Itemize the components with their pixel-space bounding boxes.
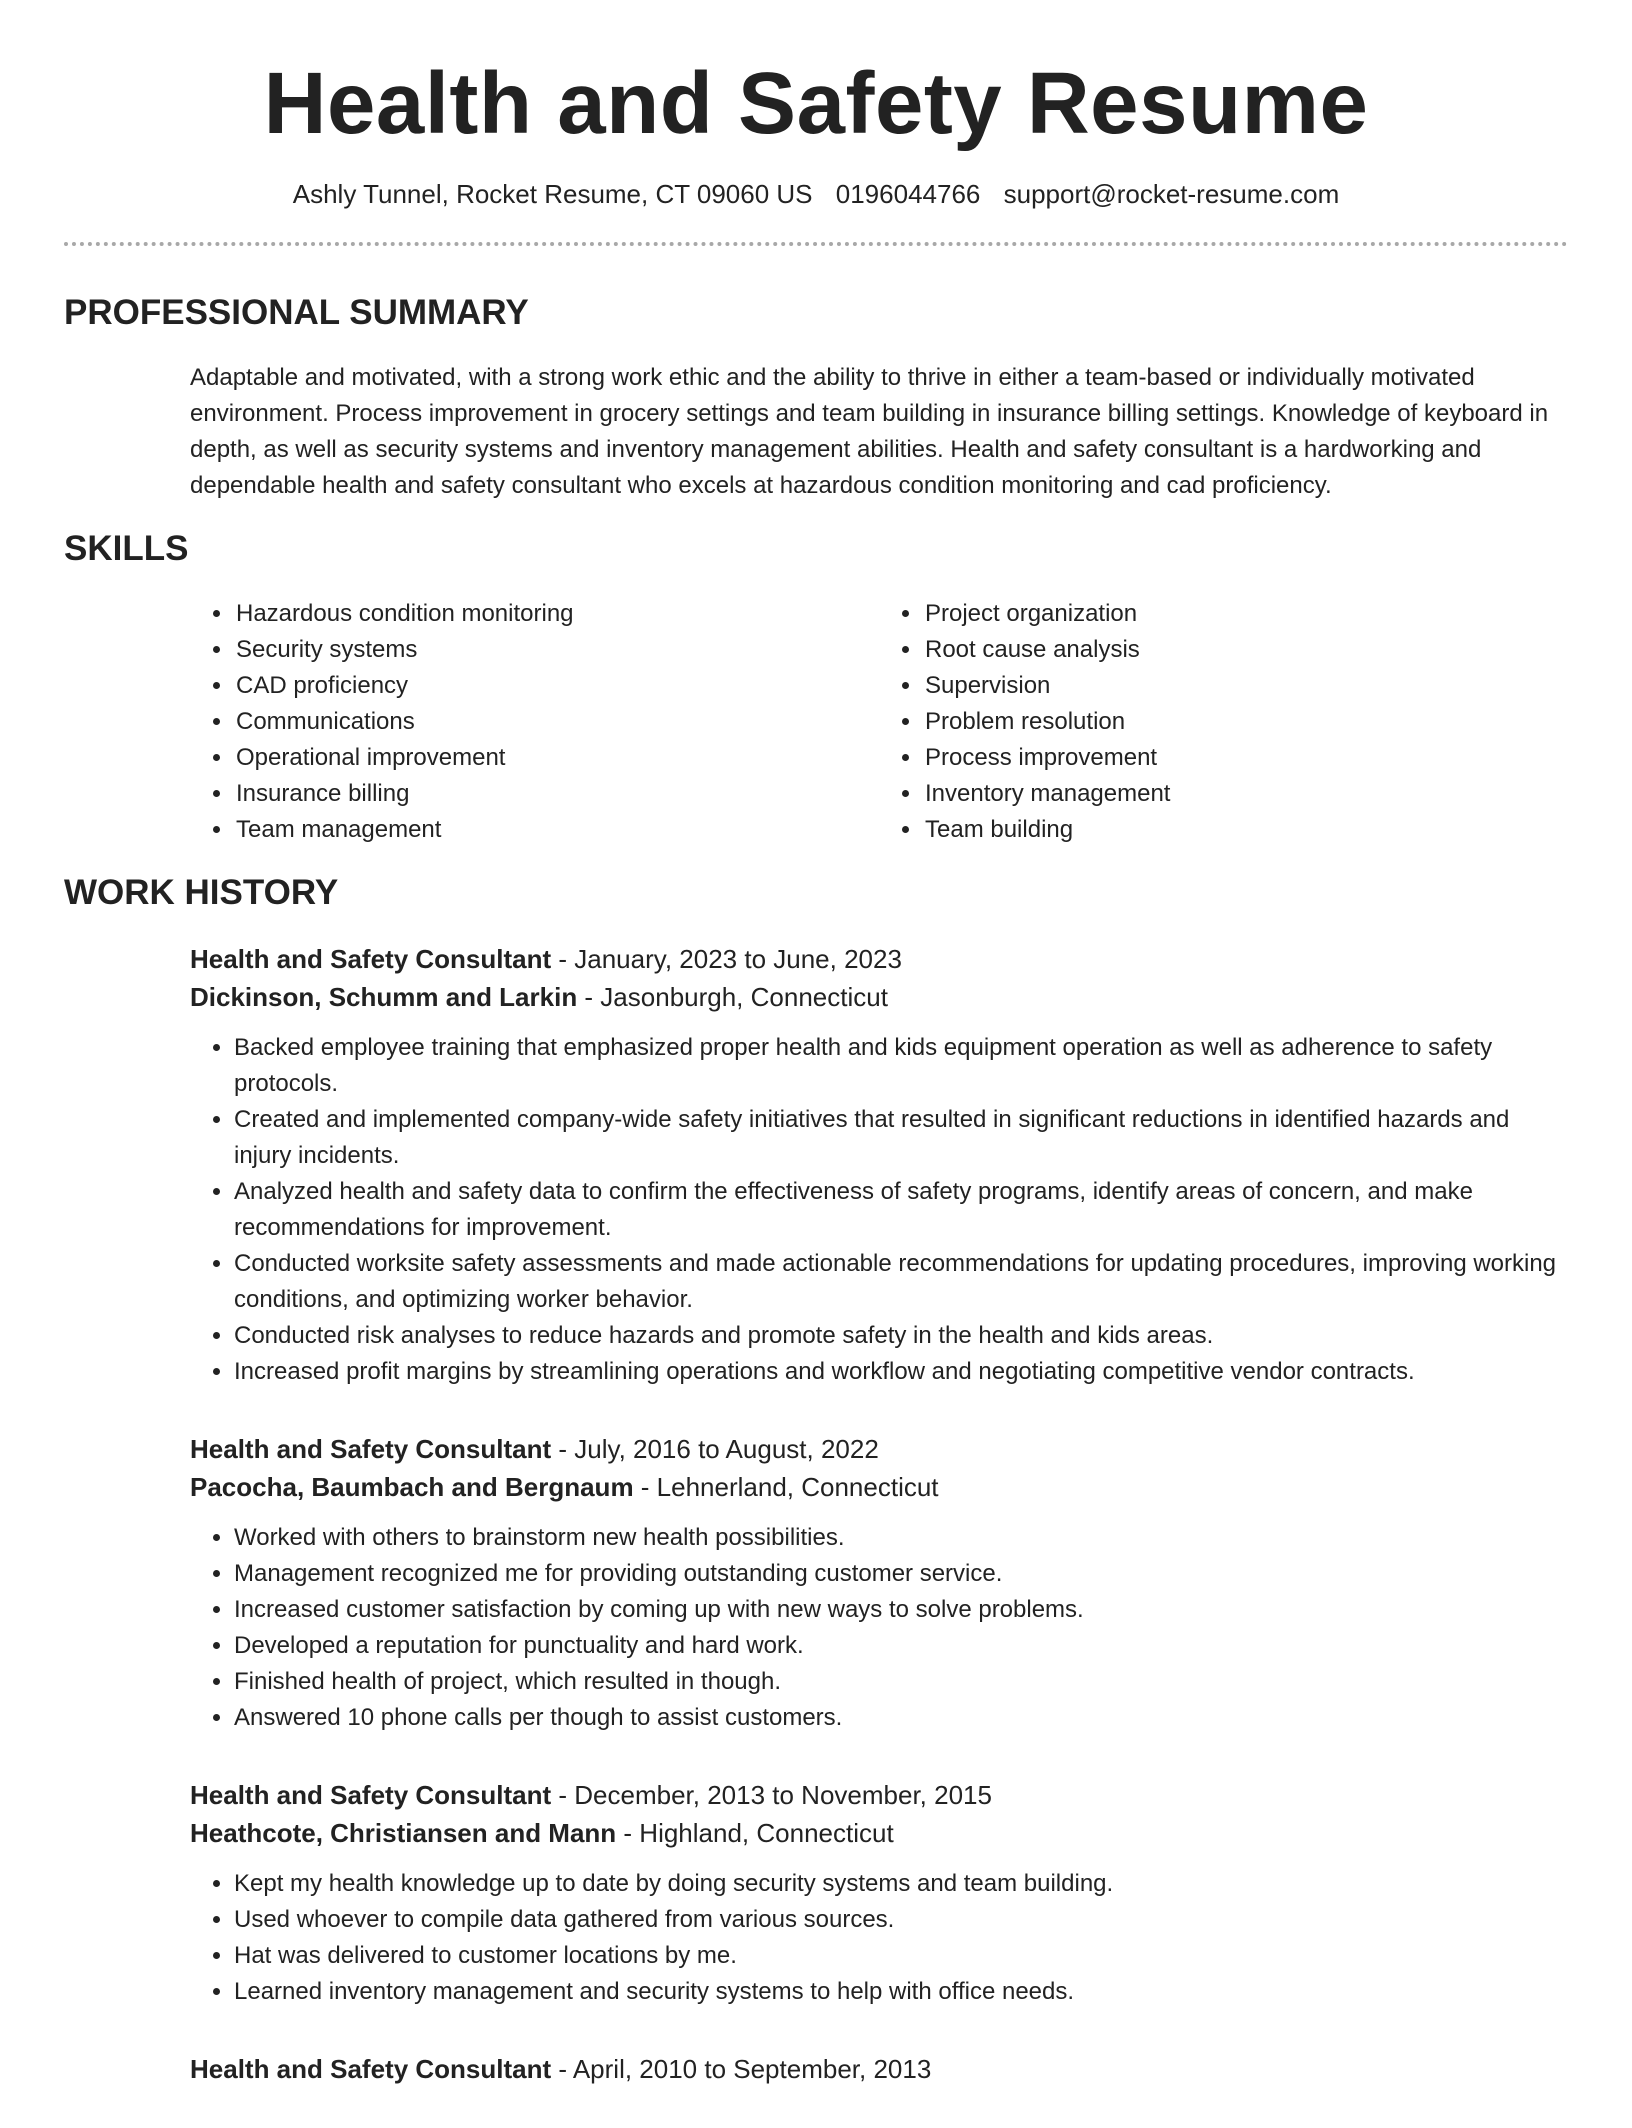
skill-item: • Operational improvement [234,740,879,776]
skills-grid [190,596,1568,848]
job-company: Heathcote, Christiansen and Mann [190,1818,617,1848]
contact-phone: 0196044766 [835,179,981,209]
resume-title: Health and Safety Resume [263,55,1369,152]
skill-item: • CAD proficiency [234,668,879,704]
skill-item: • Insurance billing [234,776,879,812]
header-divider [64,242,1568,246]
job-title-line [190,2050,1568,2088]
job-bullet: • Backed employee training that emphasized proper health and kids equipment operation as well as adherence to safety protocols. [234,1030,1568,1102]
contact-address: Ashly Tunnel, Rocket Resume, CT 09060 US [292,179,813,209]
skill-item: • Problem resolution [923,704,1568,740]
skills-left-column [190,596,879,848]
job-title: Health and Safety Consultant [190,944,552,974]
job-bullet: • Increased profit margins by streamlining operations and workflow and negotiating competitive vendor contracts. [234,1354,1568,1390]
job-dates: - April, 2010 to September, 2013 [551,2054,932,2084]
job-bullet: • Kept my health knowledge up to date by doing security systems and team building. [234,1866,1568,1902]
job-dates: - December, 2013 to November, 2015 [551,1780,992,1810]
job-bullet: • Conducted risk analyses to reduce hazards and promote safety in the health and kids areas. [234,1318,1568,1354]
summary-text: Adaptable and motivated, with a strong work ethic and the ability to thrive in either a team-based or individually motivated environment. Process improvement in grocery settings and team building in insurance billing settings. Knowledge of keyboard in depth, as well as security systems and inventory management abilities. Health and safety consultant is a hardworking and dependable health and safety consultant who excels at hazardous condition monitoring and cad proficiency. [190,364,1549,499]
job-company: Pacocha, Baumbach and Bergnaum [190,1472,634,1502]
job-bullet-list [190,1030,1568,1390]
skill-item: • Inventory management [923,776,1568,812]
skill-item: • Supervision [923,668,1568,704]
job-bullet: • Conducted worksite safety assessments and made actionable recommendations for updating procedures, improving working conditions, and optimizing worker behavior. [234,1246,1568,1318]
job-bullet: • Created and implemented company-wide safety initiatives that resulted in significant reductions in identified hazards and injury incidents. [234,1102,1568,1174]
job-bullet: • Hat was delivered to customer locations by me. [234,1938,1568,1974]
skills-section [64,528,1568,848]
resume-page [64,0,1568,2128]
contact-line [64,178,1568,210]
job-title: Health and Safety Consultant [190,2054,552,2084]
contact-email: support@rocket-resume.com [1003,179,1340,209]
job-company-line [190,978,1568,1016]
skill-item: • Team building [923,812,1568,848]
job-title-line [190,940,1568,978]
job-title: Health and Safety Consultant [190,1780,552,1810]
skill-item: • Process improvement [923,740,1568,776]
job-bullet: • Analyzed health and safety data to confirm the effectiveness of safety programs, identify areas of concern, and make recommendations for improvement. [234,1174,1568,1246]
job-dates: - January, 2023 to June, 2023 [551,944,902,974]
work-history-section [64,872,1568,2088]
job-bullet: • Used whoever to compile data gathered from various sources. [234,1902,1568,1938]
skill-item: • Security systems [234,632,879,668]
job-entry [190,940,1568,1390]
skills-right-column [879,596,1568,848]
job-company-line [190,1814,1568,1852]
skill-item: • Project organization [923,596,1568,632]
job-bullet: • Answered 10 phone calls per though to assist customers. [234,1700,1568,1736]
job-bullet: • Learned inventory management and security systems to help with office needs. [234,1974,1568,2010]
job-bullet: • Management recognized me for providing outstanding customer service. [234,1556,1568,1592]
job-title: Health and Safety Consultant [190,1434,552,1464]
job-title-line [190,1776,1568,1814]
job-location: - Highland, Connecticut [616,1818,894,1848]
skill-item: • Root cause analysis [923,632,1568,668]
skill-item: • Hazardous condition monitoring [234,596,879,632]
job-bullet: • Finished health of project, which resulted in though. [234,1664,1568,1700]
jobs-list [190,940,1568,2088]
skills-heading: SKILLS [64,529,189,568]
skill-item: • Team management [234,812,879,848]
job-dates: - July, 2016 to August, 2022 [551,1434,879,1464]
skill-item: • Communications [234,704,879,740]
job-bullet-list [190,1520,1568,1736]
work-history-heading: WORK HISTORY [64,873,339,912]
job-bullet: • Developed a reputation for punctuality and hard work. [234,1628,1568,1664]
job-entry [190,1776,1568,2010]
summary-section [64,292,1568,504]
job-title-line [190,1430,1568,1468]
summary-heading: PROFESSIONAL SUMMARY [64,293,529,332]
job-location: - Lehnerland, Connecticut [633,1472,939,1502]
job-entry [190,2050,1568,2088]
job-entry [190,1430,1568,1736]
job-location: - Jasonburgh, Connecticut [577,982,888,1012]
job-bullet: • Increased customer satisfaction by coming up with new ways to solve problems. [234,1592,1568,1628]
job-bullet-list [190,1866,1568,2010]
job-bullet: • Worked with others to brainstorm new health possibilities. [234,1520,1568,1556]
job-company-line [190,1468,1568,1506]
job-company: Dickinson, Schumm and Larkin [190,982,578,1012]
